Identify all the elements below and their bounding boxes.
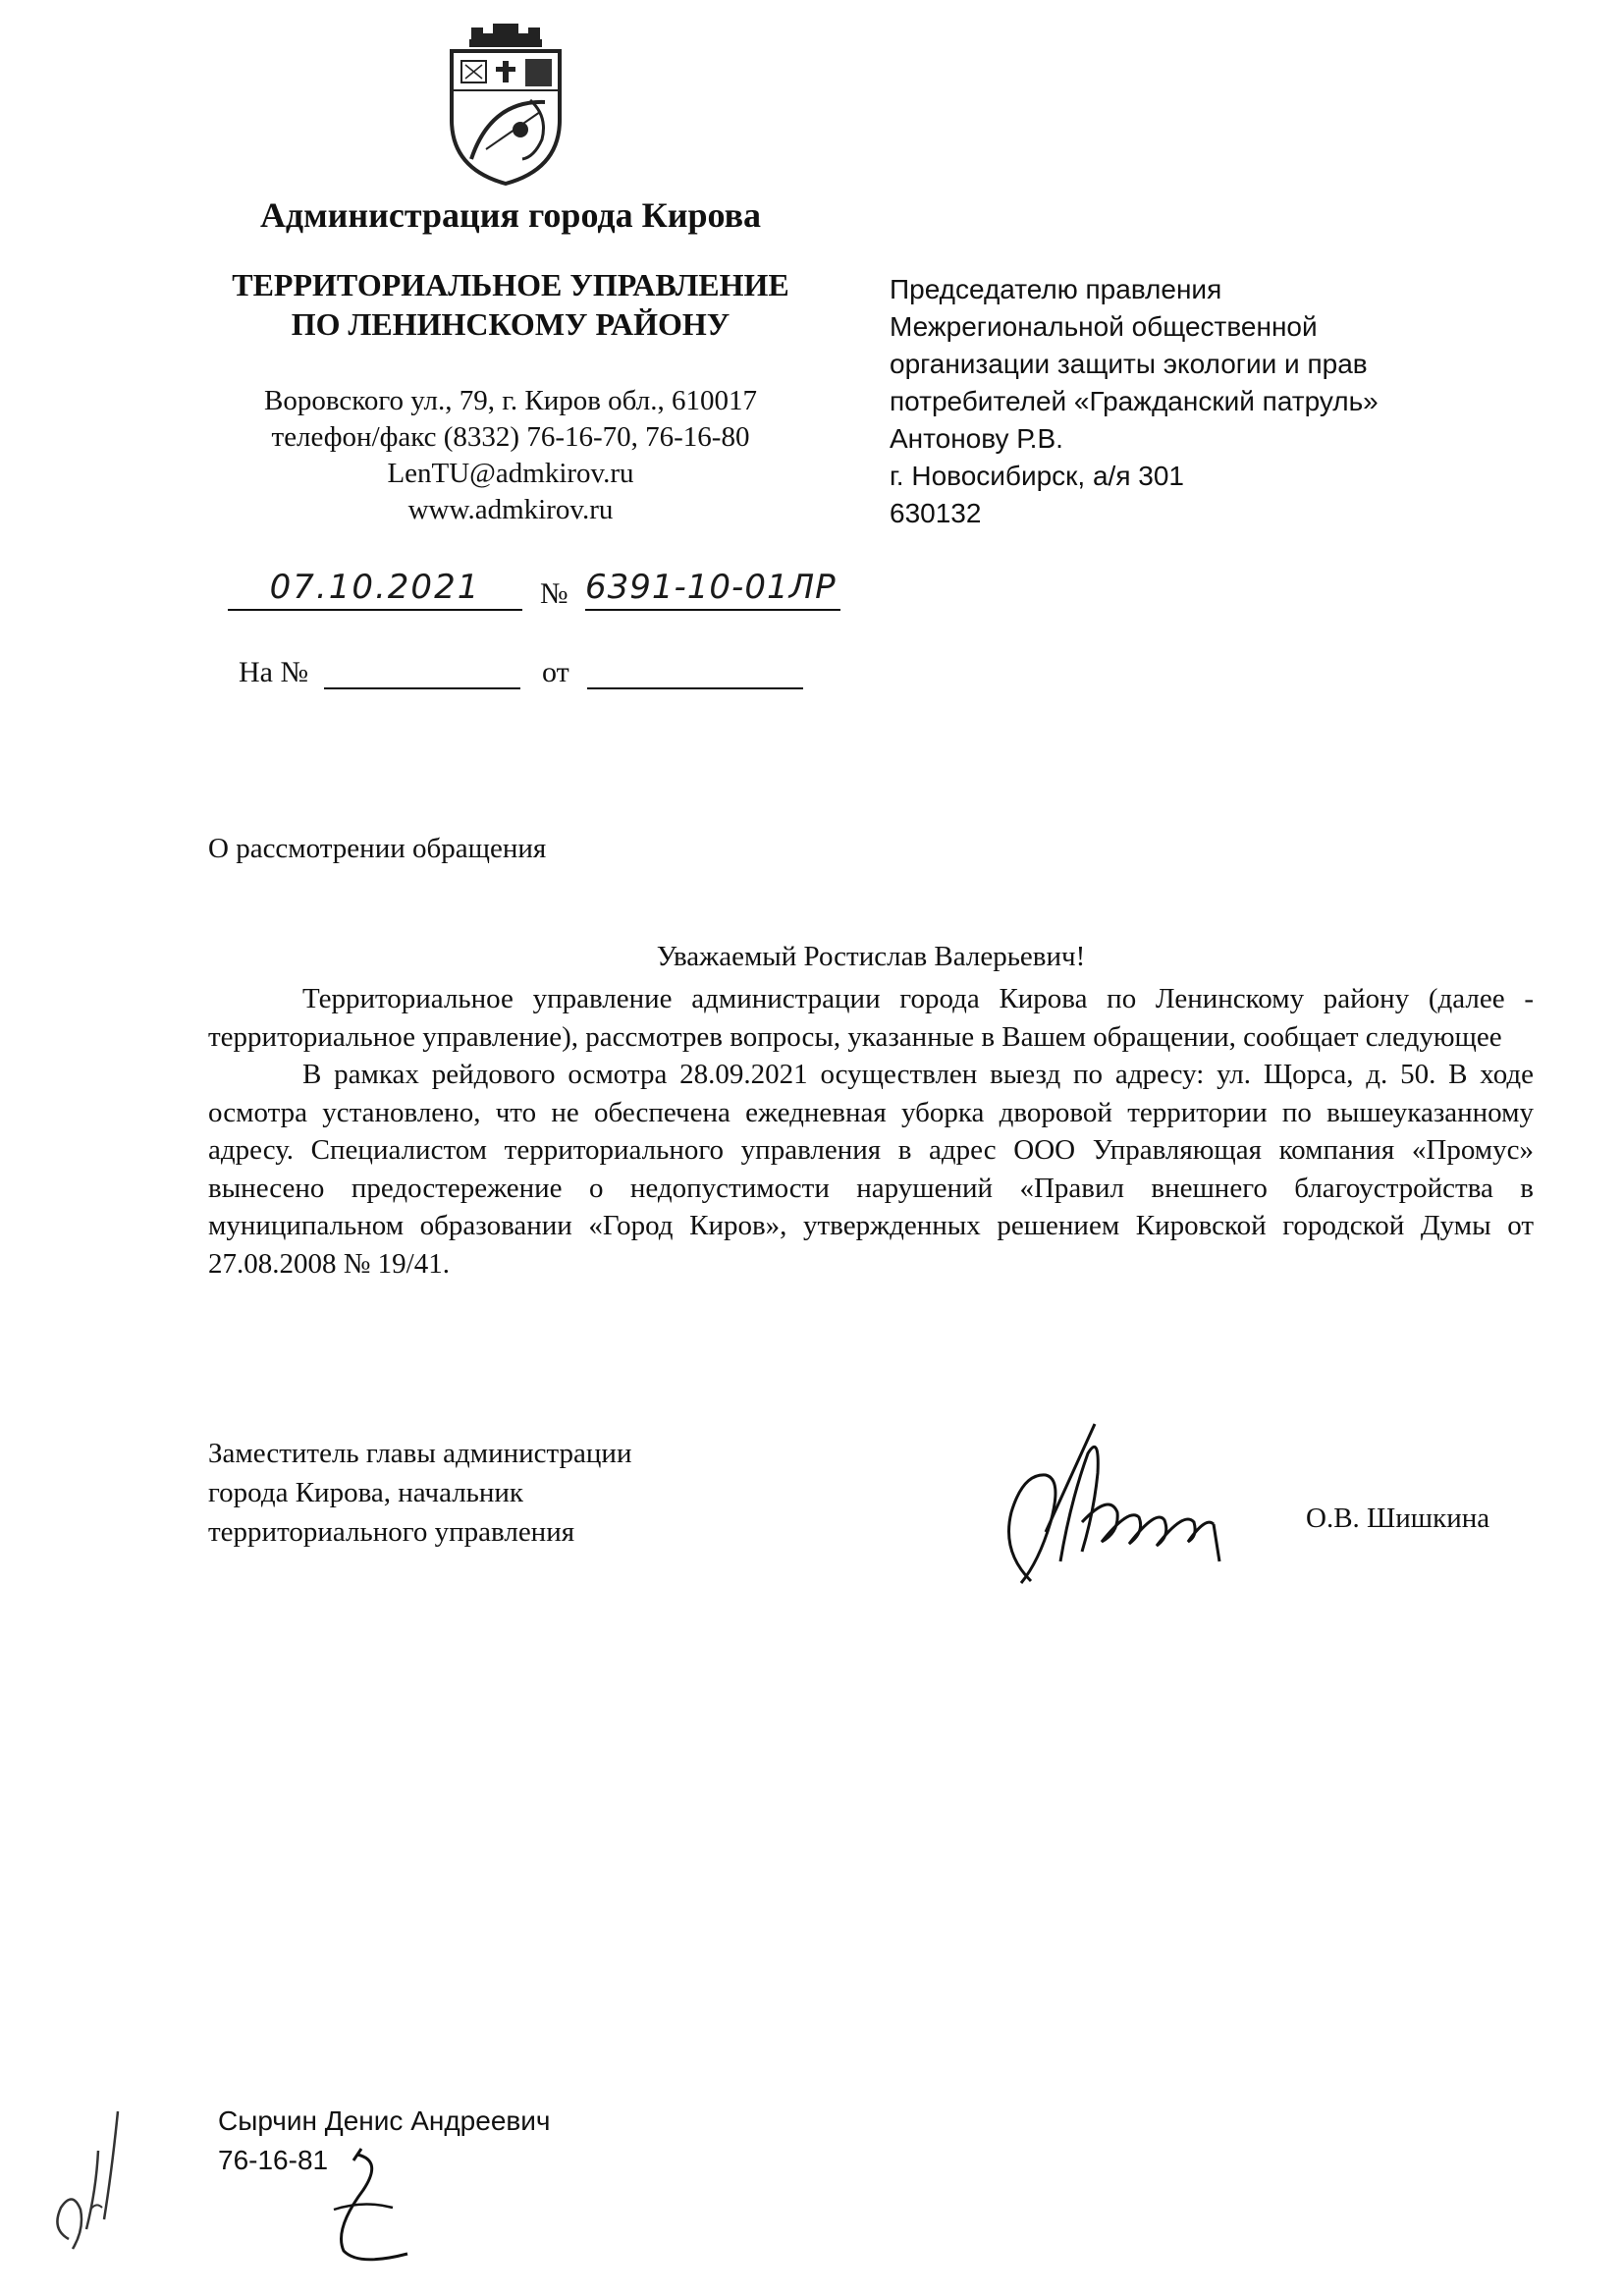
signatory-position-line: города Кирова, начальник bbox=[208, 1477, 524, 1508]
registration-number-label: № bbox=[540, 577, 568, 610]
sender-website[interactable]: www.admkirov.ru bbox=[407, 494, 614, 525]
executor-initials bbox=[314, 2141, 422, 2269]
recipient-line: организации защиты экологии и прав bbox=[890, 349, 1368, 379]
letter-subject: О рассмотрении обращения bbox=[208, 833, 547, 864]
reference-number-label: На № bbox=[239, 656, 309, 688]
sender-contacts bbox=[167, 383, 854, 528]
sender-address: Воровского ул., 79, г. Киров обл., 610017 bbox=[264, 385, 757, 416]
recipient-line: Антонову Р.В. bbox=[890, 423, 1063, 454]
recipient-line: потребителей «Гражданский патруль» bbox=[890, 386, 1379, 416]
body-paragraph: Территориальное управление администрации города Кирова по Ленинскому району (далее - территориальное управление), рассмотрев вопросы, указанные в Вашем обращении, сообщает следующее bbox=[208, 983, 1534, 1053]
sender-phone: телефон/факс (8332) 76-16-70, 76-16-80 bbox=[271, 421, 750, 453]
handwritten-signature bbox=[992, 1414, 1247, 1601]
signatory-name: О.В. Шишкина bbox=[1306, 1503, 1490, 1534]
organization-name: Администрация города Кирова bbox=[259, 195, 762, 235]
signatory-position-line: территориального управления bbox=[208, 1516, 575, 1548]
recipient-block bbox=[890, 271, 1577, 532]
sender-email[interactable]: LenTU@admkirov.ru bbox=[387, 458, 634, 489]
reference-date-field bbox=[587, 687, 803, 689]
salutation: Уважаемый Ростислав Валерьевич! bbox=[656, 941, 1086, 972]
registration-date-underline bbox=[228, 609, 522, 611]
margin-handwritten-mark bbox=[39, 2092, 137, 2269]
signatory-position bbox=[208, 1434, 631, 1552]
signatory-position-line: Заместитель главы администрации bbox=[208, 1438, 632, 1469]
registration-number: 6391-10-01ЛР bbox=[585, 568, 837, 607]
recipient-line: Председателю правления bbox=[890, 274, 1222, 304]
reference-date-label: от bbox=[542, 656, 569, 688]
recipient-line: 630132 bbox=[890, 498, 982, 528]
city-coat-of-arms-icon bbox=[432, 22, 579, 189]
executor-phone: 76-16-81 bbox=[218, 2145, 329, 2175]
letter-body bbox=[208, 980, 1534, 1283]
registration-number-underline bbox=[585, 609, 840, 611]
reference-number-field bbox=[324, 687, 520, 689]
department-title bbox=[167, 265, 854, 344]
registration-date: 07.10.2021 bbox=[269, 568, 481, 607]
department-title-line-2: ПО ЛЕНИНСКОМУ РАЙОНУ bbox=[291, 306, 730, 342]
executor-name: Сырчин Денис Андреевич bbox=[218, 2105, 551, 2136]
department-title-line-1: ТЕРРИТОРИАЛЬНОЕ УПРАВЛЕНИЕ bbox=[232, 267, 789, 302]
recipient-line: Межрегиональной общественной bbox=[890, 311, 1318, 342]
recipient-line: г. Новосибирск, а/я 301 bbox=[890, 461, 1184, 491]
body-paragraph: В рамках рейдового осмотра 28.09.2021 осуществлен выезд по адресу: ул. Щорса, д. 50. В ходе осмотра установлено, что не обеспечена ежедневная уборка дворовой территории по вышеуказанному адресу. Специалистом территориального управления в адрес ООО Управляющая компания «Промус» вынесено предостережение о недопустимости нарушений «Правил внешнего благоустройства в муниципальном образовании «Город Киров», утвержденных решением Кировской городской Думы от 27.08.2008 № 19/41. bbox=[208, 1059, 1534, 1280]
